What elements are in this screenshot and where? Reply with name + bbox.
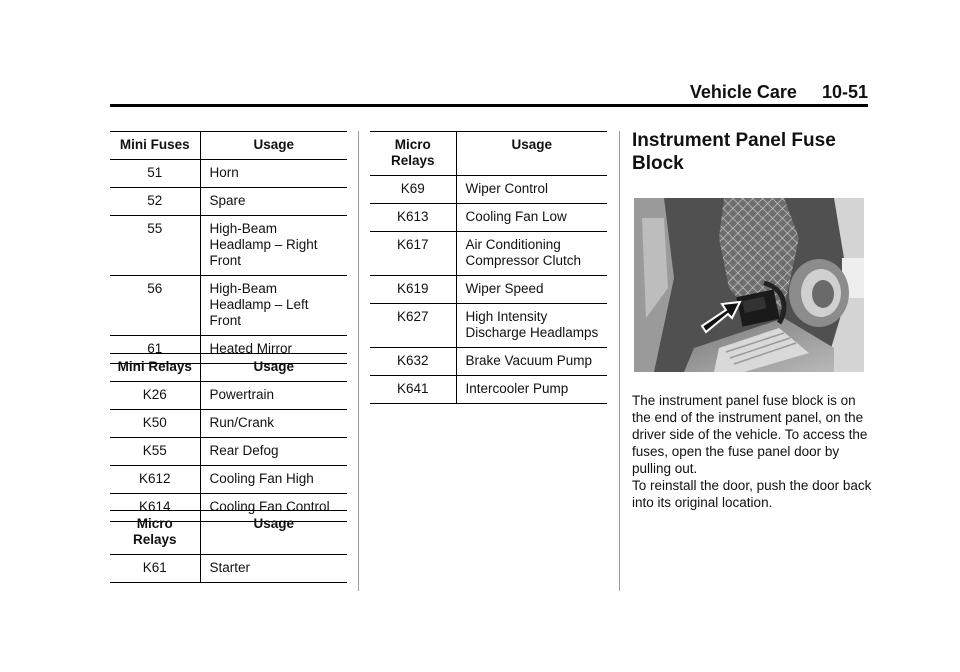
cell-usage: Rear Defog: [200, 438, 347, 466]
cell-usage: Wiper Control: [456, 176, 607, 204]
column-header-id: Micro Relays: [370, 132, 456, 176]
cell-usage: High Intensity Discharge Headlamps: [456, 304, 607, 348]
column-header-id: Mini Relays: [110, 354, 200, 382]
page-header: [110, 82, 868, 106]
table-header-row: [110, 511, 347, 555]
cell-id: K632: [370, 348, 456, 376]
header-title: [690, 82, 868, 103]
cell-id: K26: [110, 382, 200, 410]
cell-id: K612: [110, 466, 200, 494]
cell-usage: High-Beam Headlamp – Right Front: [200, 216, 347, 276]
page-number: 10-51: [821, 82, 868, 102]
cell-usage: Cooling Fan High: [200, 466, 347, 494]
column-header-id: Mini Fuses: [110, 132, 200, 160]
paragraph-2: To reinstall the door, push the door back into its original location.: [632, 478, 872, 510]
cell-id: K613: [370, 204, 456, 232]
table-header-row: [110, 354, 347, 382]
column-header-usage: Usage: [200, 354, 347, 382]
table-row: [110, 276, 347, 336]
cell-usage: Spare: [200, 188, 347, 216]
cell-usage: Powertrain: [200, 382, 347, 410]
table-row: [110, 410, 347, 438]
cell-usage: Cooling Fan Control: [200, 494, 347, 522]
cell-id: K619: [370, 276, 456, 304]
cell-id: 51: [110, 160, 200, 188]
column-header-usage: Usage: [200, 511, 347, 555]
table-row: [370, 304, 607, 348]
cell-usage: Heated Mirror: [200, 336, 347, 364]
cell-usage: Cooling Fan Low: [456, 204, 607, 232]
cell-id: K641: [370, 376, 456, 404]
table-header-row: [370, 132, 607, 176]
table-row: [370, 176, 607, 204]
table-row: [370, 276, 607, 304]
table-row: [110, 382, 347, 410]
section-title: Instrument Panel Fuse Block: [632, 130, 836, 174]
mini-fuses-table: [110, 131, 347, 364]
table-row: [110, 466, 347, 494]
cell-id: K614: [110, 494, 200, 522]
table-row: [370, 348, 607, 376]
cell-id: 61: [110, 336, 200, 364]
cell-id: K61: [110, 555, 200, 583]
cell-usage: High-Beam Headlamp – Left Front: [200, 276, 347, 336]
cell-id: K617: [370, 232, 456, 276]
cell-usage: Wiper Speed: [456, 276, 607, 304]
table-header-row: [110, 132, 347, 160]
table-row: [370, 232, 607, 276]
cell-usage: Air Conditioning Compressor Clutch: [456, 232, 607, 276]
cell-usage: Run/Crank: [200, 410, 347, 438]
cell-id: 52: [110, 188, 200, 216]
cell-id: 56: [110, 276, 200, 336]
column-divider-1: [358, 131, 359, 591]
table-row: [370, 376, 607, 404]
table-row: [370, 204, 607, 232]
column-header-id: Micro Relays: [110, 511, 200, 555]
cell-id: K50: [110, 410, 200, 438]
cell-usage: Horn: [200, 160, 347, 188]
photo-illustration: [634, 198, 864, 372]
paragraph-1: The instrument panel fuse block is on the end of the instrument panel, on the driver side of the vehicle. To access the fuses, open the fuse panel door by pulling out.: [632, 393, 868, 476]
cell-id: K69: [370, 176, 456, 204]
mini-relays-table: [110, 353, 347, 522]
table-row: [110, 160, 347, 188]
table-row: [110, 216, 347, 276]
cell-id: K627: [370, 304, 456, 348]
cell-usage: Intercooler Pump: [456, 376, 607, 404]
header-rule: [110, 104, 868, 107]
cell-id: 55: [110, 216, 200, 276]
micro-relays-table-1: [110, 510, 347, 583]
cell-id: K55: [110, 438, 200, 466]
table-row: [110, 438, 347, 466]
table-row: [110, 555, 347, 583]
fuse-block-location-photo: [634, 198, 864, 372]
column-header-usage: Usage: [200, 132, 347, 160]
column-header-usage: Usage: [456, 132, 607, 176]
table-row: [110, 188, 347, 216]
micro-relays-table-2: [370, 131, 607, 404]
cell-usage: Brake Vacuum Pump: [456, 348, 607, 376]
header-section: Vehicle Care: [689, 82, 797, 102]
column-divider-2: [619, 131, 620, 591]
cell-usage: Starter: [200, 555, 347, 583]
